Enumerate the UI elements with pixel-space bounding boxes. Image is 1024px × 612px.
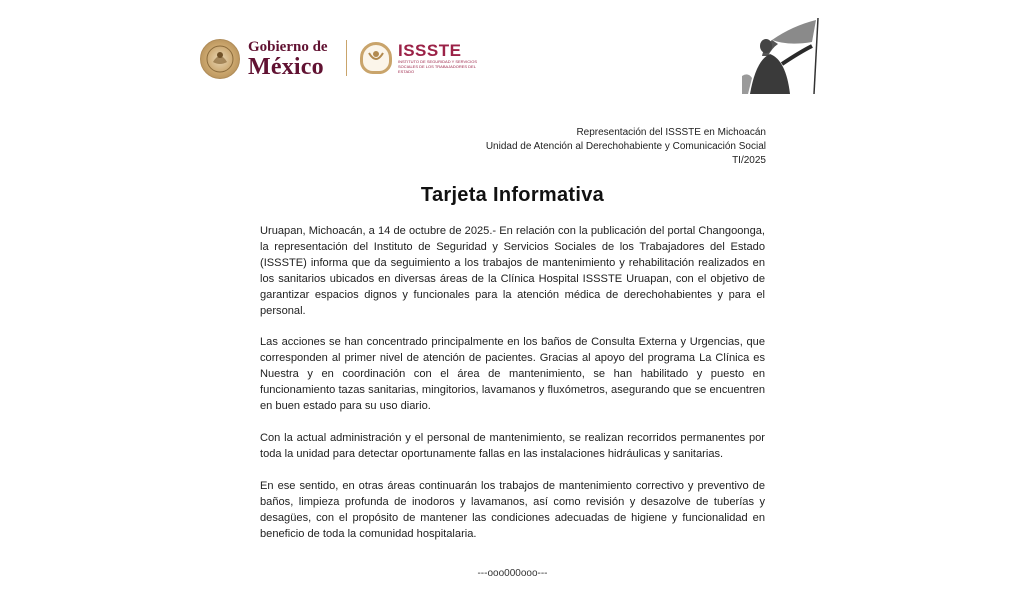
issste-emblem-icon xyxy=(360,42,392,74)
paragraph-1: Uruapan, Michoacán, a 14 de octubre de 2025.- En relación con la publicación del portal Changoonga, la representación del Instituto de Seguridad y Servicios Sociales de los Trabajadores del Estado (ISSSTE) informa que da seguimiento a los trabajos de mantenimiento y rehabilitación realizados en los sanitarios ubicados en diversas áreas de la Clínica Hospital ISSSTE Uruapan, con el objetivo de garantizar espacios dignos y funcionales para la atención médica de derechohabientes y para el personal. xyxy=(260,225,765,317)
paragraph-2: Las acciones se han concentrado principalmente en los baños de Consulta Externa y Urgencias, que corresponden al primer nivel de atención de pacientes. Gracias al apoyo del programa La Clínica es Nuestra y en coordinación con el área de mantenimiento, se han habilitado y puesto en funcionamiento tazas sanitarias, mingitorios, lavamanos y fluxómetros, asegurando que se encuentren en buen estado para su uso diario. xyxy=(260,336,765,413)
gobierno-line2: México xyxy=(248,53,324,80)
issste-name: ISSSTE xyxy=(398,41,462,60)
gobierno-de-mexico-logo xyxy=(200,38,328,80)
sender-line-unidad: Unidad de Atención al Derechohabiente y Comunicación Social xyxy=(485,141,766,152)
paragraph-4: En ese sentido, en otras áreas continuarán los trabajos de mantenimiento correctivo y preventivo de baños, limpieza profunda de inodoros y lavamanos, así como revisión y desazolve de tuberías y desagües, con el propósito de mantener las condiciones adecuadas de higiene y funcionalidad en beneficio de toda la comunidad hospitalaria. xyxy=(260,479,765,540)
flag-figure-icon xyxy=(742,16,822,96)
gobierno-line1: Gobierno de xyxy=(248,38,328,55)
document-title: Tarjeta Informativa xyxy=(420,184,605,206)
escudo-seal-icon xyxy=(200,39,240,79)
document-body xyxy=(260,224,765,558)
logo-divider xyxy=(346,40,347,76)
issste-logo xyxy=(360,40,478,76)
issste-subtitle: INSTITUTO DE SEGURIDAD Y SERVICIOS SOCIALES DE LOS TRABAJADORES DEL ESTADO xyxy=(398,59,478,74)
sender-block xyxy=(486,126,766,168)
paragraph-3: Con la actual administración y el personal de mantenimiento, se realizan recorridos permanentes por toda la unidad para detectar oportunamente fallas en las instalaciones hidráulicas y sanitarias. xyxy=(260,431,765,460)
sender-line-representacion: Representación del ISSSTE en Michoacán xyxy=(576,127,766,138)
sender-line-folio: TI/2025 xyxy=(732,155,766,166)
closing-mark: ---ooo000ooo--- xyxy=(477,568,548,579)
